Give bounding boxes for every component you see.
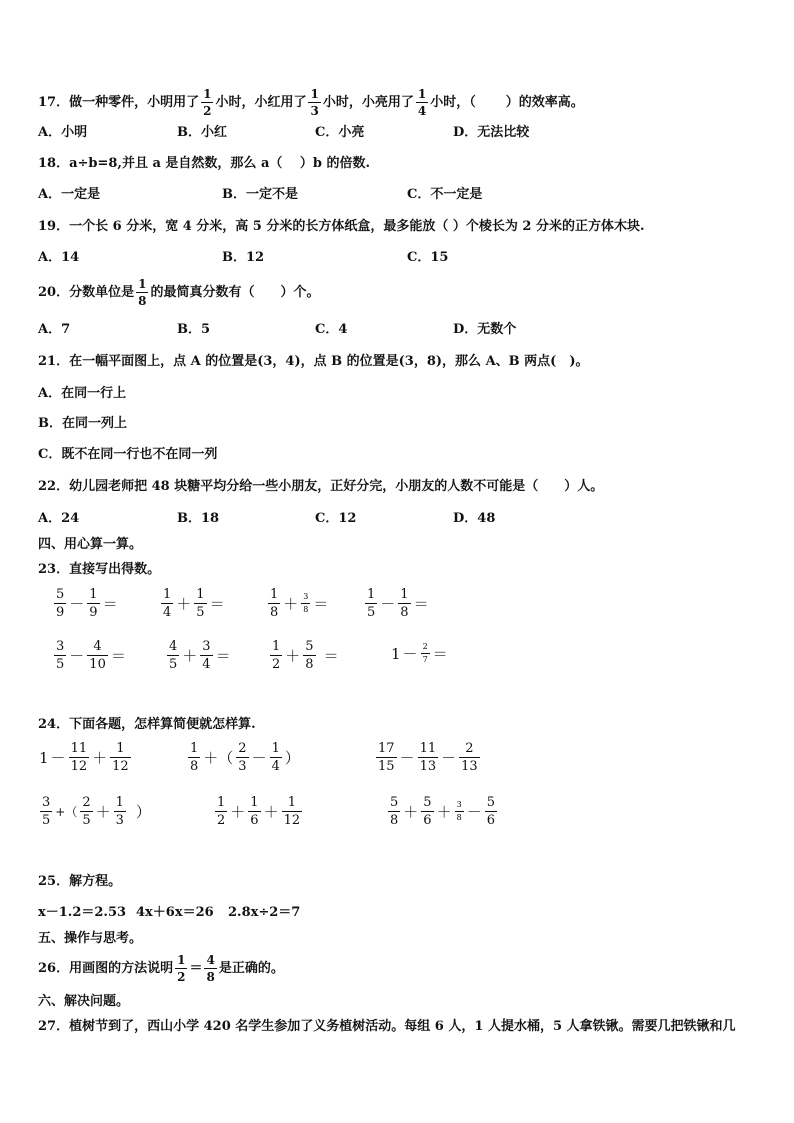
q20-option-a: A．7	[38, 322, 71, 337]
section-heading-6: 六、解决问题。	[38, 994, 130, 1009]
fraction: $\frac{1}{3}$	[310, 87, 319, 118]
fraction: $\frac{1}{4}$	[417, 87, 427, 118]
q25-equation-1: x－1.2＝2.53	[38, 905, 127, 920]
q17-number: 17．	[38, 95, 70, 110]
q18-stem: 18．a÷b=8,并且 a 是自然数，那么 a（ ）b 的倍数.	[38, 156, 371, 171]
q17-option-c: C．小亮	[315, 125, 365, 140]
q18-option-b: B．一定不是	[222, 187, 298, 202]
section-heading-5: 五、操作与思考。	[38, 931, 143, 946]
fraction: $\frac{1}{2}$	[203, 87, 212, 118]
q25-title: 25．解方程。	[38, 874, 122, 889]
q23-expr-2: $\frac{1}{4}$ ＋ $\frac{1}{5}$ ＝	[163, 587, 225, 620]
fraction: $\frac{1}{8}$	[138, 277, 147, 308]
q25-equation-3: 2.8x÷2＝7	[228, 905, 301, 920]
q22-option-a: A．24	[38, 511, 80, 526]
q17-option-d: D．无法比较	[453, 125, 530, 140]
q23-expr-6: $\frac{4}{5}$ ＋ $\frac{3}{4}$ ＝	[169, 639, 231, 672]
q17-option-b: B．小红	[177, 125, 227, 140]
q20-option-b: B．5	[177, 322, 211, 337]
q24-expr-1: 1 － $\frac{11}{12}$ ＋ $\frac{1}{12}$	[39, 741, 129, 774]
q24-expr-3: $\frac{17}{15}$ － $\frac{11}{13}$ － $\frac{2}{13}$	[378, 741, 478, 774]
q20-stem: 20．分数单位是 $\frac{1}{8}$ 的最简真分数有（ ）个。	[38, 277, 320, 308]
q24-expr-4: $\frac{3}{5}$ +（ $\frac{2}{5}$ ＋ $\frac{1}{3}$ ）	[42, 795, 151, 828]
q19-stem: 19．一个长 6 分米，宽 4 分米，高 5 分米的长方体纸盒，最多能放（ ）个棱长为 2 分米的正方体木块.	[38, 219, 645, 234]
q17-stem: 17．做一种零件，小明用了 $\frac{1}{2}$ 小时，小红用了 $\frac{1}{3}$ 小时，小亮用了 $\frac{1}{4}$ 小时，（ ）的效率高。	[38, 87, 584, 118]
q19-option-b: B．12	[222, 250, 265, 265]
q19-option-c: C．15	[407, 250, 449, 265]
q22-stem: 22．幼儿园老师把 48 块糖平均分给一些小朋友，正好分完，小朋友的人数不可能是（ ）人。	[38, 479, 604, 494]
q18-option-a: A．一定是	[38, 187, 101, 202]
q21-option-c: C．既不在同一行也不在同一列	[38, 447, 218, 462]
q24-expr-2: $\frac{1}{8}$ ＋（ $\frac{2}{3}$ － $\frac{1}{4}$ ）	[190, 741, 300, 774]
q24-title: 24．下面各题，怎样算简便就怎样算.	[38, 717, 256, 732]
q23-expr-1: $\frac{5}{9}$ － $\frac{1}{9}$ ＝	[56, 587, 118, 620]
q22-option-d: D．48	[453, 511, 496, 526]
q23-expr-3: $\frac{1}{8}$ ＋ $\frac{3}{8}$ ＝	[270, 587, 329, 620]
q26-stem: 26．用画图的方法说明 $\frac{1}{2}$ ＝ $\frac{4}{8}$ 是正确的。	[38, 953, 284, 984]
q21-stem: 21．在一幅平面图上，点 A 的位置是(3，4)，点 B 的位置是(3，8)，那么 A、B 两点( )。	[38, 354, 589, 369]
q19-option-a: A．14	[38, 250, 80, 265]
fraction: $\frac{1}{2}$	[177, 953, 186, 984]
q20-option-c: C．4	[315, 322, 348, 337]
q23-title: 23．直接写出得数。	[38, 562, 161, 577]
q23-expr-7: $\frac{1}{2}$ ＋ $\frac{5}{8}$ ＝	[272, 639, 339, 672]
q21-option-b: B．在同一列上	[38, 416, 127, 431]
q25-equation-2: 4x＋6x＝26	[136, 905, 214, 920]
q23-expr-4: $\frac{1}{5}$ － $\frac{1}{8}$ ＝	[367, 587, 429, 620]
fraction: $\frac{4}{8}$	[206, 953, 215, 984]
q18-option-c: C．不一定是	[407, 187, 483, 202]
q21-option-a: A．在同一行上	[38, 386, 127, 401]
q24-expr-6: $\frac{5}{8}$ ＋ $\frac{5}{6}$ ＋ $\frac{3}{8}$ － $\frac{5}{6}$	[390, 795, 495, 828]
q22-option-c: C．12	[315, 511, 357, 526]
q27-stem: 27．植树节到了，西山小学 420 名学生参加了义务植树活动。每组 6 人，1 人提水桶，5 人拿铁锹。需要几把铁锹和几	[38, 1019, 736, 1034]
q20-option-d: D．无数个	[453, 322, 517, 337]
q23-expr-5: $\frac{3}{5}$ － $\frac{4}{10}$ ＝	[56, 639, 126, 672]
section-heading-4: 四、用心算一算。	[38, 537, 143, 552]
q23-expr-8: 1 － $\frac{2}{7}$ ＝	[391, 642, 448, 664]
q24-expr-5: $\frac{1}{2}$ ＋ $\frac{1}{6}$ ＋ $\frac{1}{12}$	[217, 795, 301, 828]
q17-option-a: A．小明	[38, 125, 88, 140]
q22-option-b: B．18	[177, 511, 220, 526]
